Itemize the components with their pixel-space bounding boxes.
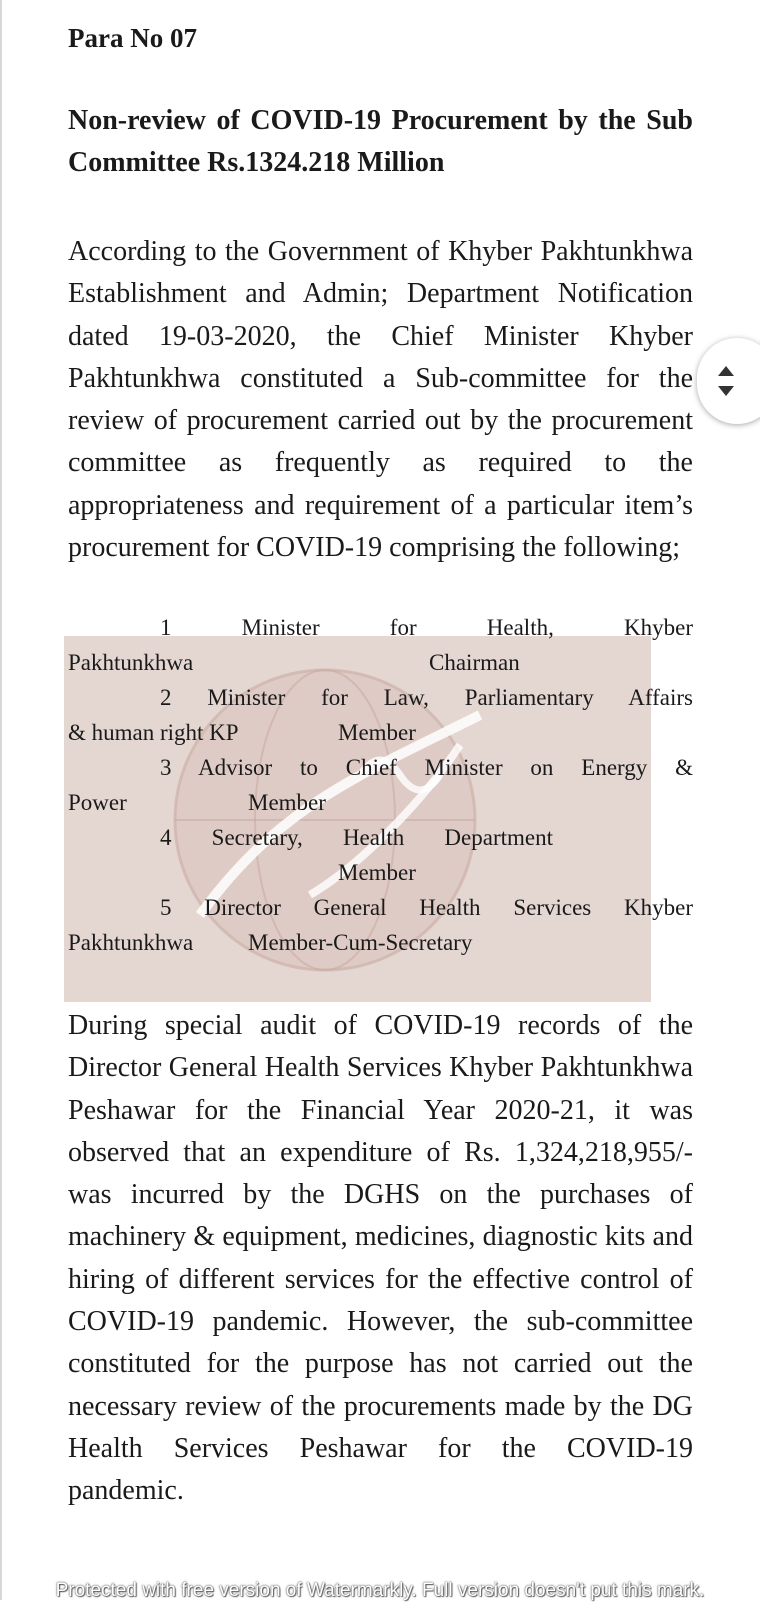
member-row bbox=[68, 645, 693, 680]
member-1-title: 1 Minister for Health, Khyber bbox=[160, 615, 693, 640]
committee-members-list bbox=[68, 610, 693, 960]
para-heading: Non-review of COVID-19 Procurement by the Sub Committee Rs.1324.218 Million bbox=[68, 105, 693, 178]
member-row bbox=[68, 855, 693, 890]
member-row bbox=[68, 890, 693, 925]
member-5-role: Member-Cum-Secretary bbox=[248, 930, 473, 955]
member-2-name: & human right KP bbox=[68, 720, 239, 745]
member-4-title: 4 Secretary, Health Department bbox=[160, 825, 553, 850]
member-row bbox=[68, 820, 693, 855]
paragraph-intro: According to the Government of Khyber Pakhtunkhwa Establishment and Admin; Department Notification dated 19-03-2020, the Chief Minister Khyber Pakhtunkhwa constituted a Sub-committee for the review of procurement carried out by the procurement committee as frequently as required to the appropriateness and requirement of a particular item’s procurement for COVID-19 comprising the following; bbox=[68, 236, 693, 564]
member-row bbox=[68, 785, 693, 820]
member-3-role: Member bbox=[248, 790, 326, 815]
paragraph-audit-observation: During special audit of COVID-19 records of the Director General Health Services Khyber Pakhtunkhwa Peshawar for the Financial Year 2020-21, it was observed that an expenditure of Rs. 1,324,218,955/- was incurred by the DGHS on the purchases of machinery & equipment, medicines, diagnostic kits and hiring of different services for the effective control of COVID-19 pandemic. However, the sub-committee constituted for the purpose has not carried out the necessary review of the procurements made by the DG Health Services Peshawar for the COVID-19 pandemic. bbox=[68, 1010, 693, 1507]
member-4-role: Member bbox=[338, 860, 416, 885]
member-row bbox=[68, 750, 693, 785]
member-row bbox=[68, 610, 693, 645]
member-2-role: Member bbox=[338, 720, 416, 745]
member-1-name: Pakhtunkhwa bbox=[68, 650, 194, 675]
scroll-handle[interactable] bbox=[697, 338, 760, 424]
member-5-name: Pakhtunkhwa bbox=[68, 930, 194, 955]
member-1-role: Chairman bbox=[429, 650, 520, 675]
member-row bbox=[68, 925, 693, 960]
member-2-title: 2 Minister for Law, Parliamentary Affairs bbox=[160, 685, 693, 710]
up-down-arrows-icon bbox=[716, 364, 736, 398]
member-3-name: Power bbox=[68, 790, 127, 815]
member-row bbox=[68, 680, 693, 715]
watermark-footer-text: Protected with free version of Watermarkly. Full version doesn't put this mark. bbox=[55, 1580, 705, 1601]
member-5-title: 5 Director General Health Services Khyber bbox=[160, 895, 693, 920]
left-edge-line bbox=[0, 0, 2, 1600]
member-row bbox=[68, 715, 693, 750]
para-number: Para No 07 bbox=[68, 23, 197, 53]
member-3-title: 3 Advisor to Chief Minister on Energy & bbox=[160, 755, 693, 780]
